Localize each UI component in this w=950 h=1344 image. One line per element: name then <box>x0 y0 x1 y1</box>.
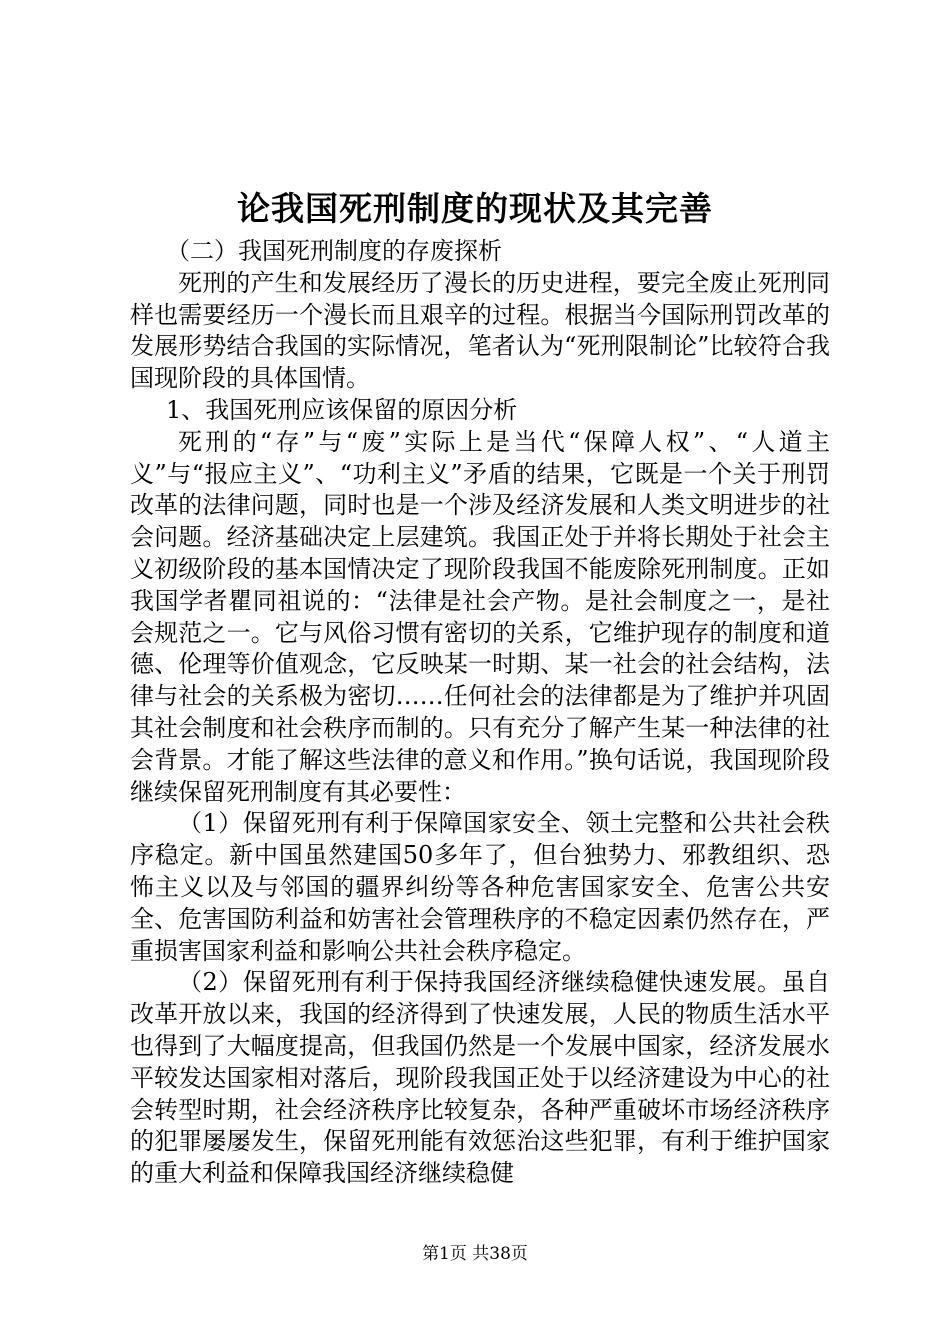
paragraph: 死刑的“存”与“废”实际上是当代“保障人权”、“人道主义”与“报应主义”、“功利主义”矛盾的结果，它既是一个关于刑罚改革的法律问题，同时也是一个涉及经济发展和人类文明进步的社会问题。经济基础决定上层建筑。我国正处于并将长期处于社会主义初级阶段的基本国情决定了现阶段我国不能废除死刑制度。正如我国学者瞿同祖说的：“法律是社会产物。是社会制度之一，是社会规范之一。它与风俗习惯有密切的关系，它维护现存的制度和道德、伦理等价值观念，它反映某一时期、某一社会的社会结构，法律与社会的关系极为密切……任何社会的法律都是为了维护并巩固其社会制度和社会秩序而制的。只有充分了解产生某一种法律的社会背景。才能了解这些法律的意义和作用。”换句话说，我国现阶段继续保留死刑制度有其必要性： <box>130 427 830 806</box>
document-title: 论我国死刑制度的现状及其完善 <box>237 189 713 228</box>
document-body <box>130 236 830 1190</box>
paragraph: （2）保留死刑有利于保持我国经济继续稳健快速发展。虽自改革开放以来，我国的经济得到了快速发展，人民的物质生活水平也得到了大幅度提高，但我国仍然是一个发展中国家，经济发展水平较发达国家相对落后，现阶段我国正处于以经济建设为中心的社会转型时期，社会经济秩序比较复杂，各种严重破坏市场经济秩序的犯罪屡屡发生，保留死刑能有效惩治这些犯罪，有利于维护国家的重大利益和保障我国经济继续稳健 <box>130 968 830 1188</box>
paragraph: 死刑的产生和发展经历了漫长的历史进程，要完全废止死刑同样也需要经历一个漫长而且艰辛的过程。根据当今国际刑罚改革的发展形势结合我国的实际情况，笔者认为“死刑限制论”比较符合我国现阶段的具体国情。 <box>130 268 830 393</box>
paragraph: （1）保留死刑有利于保障国家安全、领土完整和公共社会秩序稳定。新中国虽然建国50多年了，但台独势力、邪教组织、恐怖主义以及与邻国的疆界纠纷等各种危害国家安全、危害公共安全、危害国防利益和妨害社会管理秩序的不稳定因素仍然存在，严重损害国家利益和影响公共社会秩序稳定。 <box>130 809 830 965</box>
subsection-heading: 1、我国死刑应该保留的原因分析 <box>166 395 518 424</box>
page-number-footer: 第1页 共38页 <box>422 1244 528 1264</box>
section-heading: （二）我国死刑制度的存废探析 <box>166 237 502 265</box>
